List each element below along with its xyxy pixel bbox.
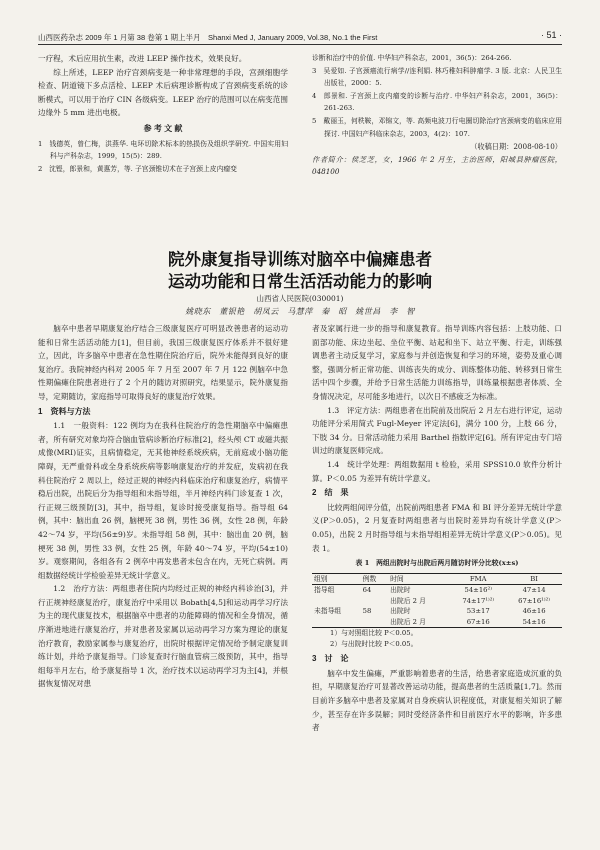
treatment-cont-paragraph: 者及家属行进一步的指导和康复教育。指导训练内容包括：上肢功能、口面部功能、床边坐起、坐位平衡、站起和坐下、站立平衡、行走，训练强调患者主动反复学习，家庭参与并创造恢复和学习的环境，姿势及重心调整，强调分析正常功能、训练丧失的成分、训练整体功能、转移到日常生活中四个步骤，并给予日常生活能力训练指导，训练量根据患者体质、全身情况决定，尽可能多地进行，以次日不感疲乏为标准。 xyxy=(312,324,562,401)
table-row xyxy=(312,606,562,617)
table-caption: 表 1 两组出院时与出院后两月随访时评分比较(x±s) xyxy=(355,559,519,568)
table-cell: 出院时 xyxy=(390,586,411,595)
table-row xyxy=(312,585,562,596)
table-header-cell: 例数 xyxy=(361,573,388,585)
table-cell: 64 xyxy=(362,586,372,595)
section-heading: 1 资料与方法 xyxy=(38,406,91,416)
table-header-cell: FMA xyxy=(450,573,506,585)
evaluation-paragraph: 1.3 评定方法：两组患者在出院前及出院后 2 月左右进行评定，运动功能评分采用简式 Fugl-Meyer 评定法[6]，满分 100 分，上肢 66 分，下肢 34 分。日常活动能力采用 Barthel 指数评定[6]。所有评定由专门培训过的康复医师完成。 xyxy=(312,405,562,456)
table-cell: 出院后 2 月 xyxy=(388,617,450,628)
table-cell: 74±17¹⁾²⁾ xyxy=(462,596,495,605)
article-title-line2: 运动功能和日常生活活动能力的影响 xyxy=(168,273,432,291)
table-note: 1）与对照组比较 P＜0.05。 xyxy=(330,629,418,638)
table-header-cell: 组别 xyxy=(312,573,361,585)
prev-article-right xyxy=(312,52,562,179)
reference-item: 1 钱德英，曾仁梅，洪燕华. 电环切除术标本的热损伤及组织学研究. 中国实用妇科与产科杂志，1999，15(5)：289. xyxy=(38,139,288,161)
body-left-column xyxy=(38,322,288,691)
received-date: （收稿日期：2008-08-10） xyxy=(470,142,562,152)
reference-item: 4 郎景和. 子宫颈上皮内瘤变的诊断与治疗. 中华妇产科杂志，2001，36(5)：261-263. xyxy=(312,91,562,113)
treatment-paragraph: 1.2 治疗方法：两组患者住院内均经过正规的神经内科诊治[3]，并行正规神经康复治疗，康复治疗中采用以 Bobath[4,5]和运动再学习疗法为主的现代康复技术，根据脑卒中患者的功能障碍的情况和全身情况，循序渐进地进行康复治疗，并对患者及家属以运动再学习方案为理论的康复治疗教育，教励家属参与康复治疗，出院时根据评定情况给予制定康复训练计划，并给予康复指导。门诊复查时行脑血管病三级预防，其中，指导组每半月左右，给予康复指导 1 次，治疗技术以运动再学习为主[4]，并根据恢复情况对患 xyxy=(38,584,288,689)
table-header-cell: BI xyxy=(506,573,562,585)
table-cell: 54±16²⁾ xyxy=(464,586,492,595)
statistics-paragraph: 1.4 统计学处理：两组数据用 t 检验，采用 SPSS10.0 软件分析计算。P＜0.05 为差异有统计学意义。 xyxy=(312,459,562,483)
prev-article-left xyxy=(38,52,288,175)
results-table xyxy=(312,573,562,629)
table-header-row xyxy=(312,573,562,585)
journal-header: 山西医药杂志 2009 年 1 月第 38 卷第 1 期上半月 Shanxi Med J, January 2009, Vol.38, No.1 the First xyxy=(38,33,378,42)
table-cell: 47±14 xyxy=(522,586,546,595)
table-cell: 46±16 xyxy=(522,607,546,616)
table-row xyxy=(312,617,562,628)
section-heading: 2 结 果 xyxy=(312,488,349,498)
article-title-line1: 院外康复指导训练对脑卒中偏瘫患者 xyxy=(168,251,432,269)
author-bio: 作者简介：侯芝芝，女，1966 年 2 月生，主治医师，阳城县肿瘤医院，048100 xyxy=(312,154,562,177)
running-header xyxy=(38,30,562,45)
table-header-cell: 时间 xyxy=(388,573,450,585)
affiliation: 山西省人民医院(030001) xyxy=(256,294,344,303)
table-cell: 出院后 2 月 xyxy=(390,596,426,605)
references-heading: 参 考 文 献 xyxy=(143,123,183,133)
table-cell: 67±16¹⁾²⁾ xyxy=(518,596,550,605)
prev-conclusion: 综上所述，LEEP 治疗宫颈病变是一种非常理想的手段，宫颈细胞学检查、阴道镜下多点活检、LEEP 术后病理诊断构成了宫颈病变系统的诊断模式，可以用于治疗 CIN 各级病变。LEEP 治疗的范围可以在病变范围边缘外 5 mm 进出电极。 xyxy=(38,67,288,118)
table-cell xyxy=(312,617,361,628)
reference-item: 诊断和治疗中的价值. 中华妇产科杂志，2001，36(5)：264-266. xyxy=(312,54,512,62)
body-right-column xyxy=(312,322,562,735)
table-note: 2）与出院时比较 P＜0.05。 xyxy=(330,639,418,648)
authors: 姚晓东 董银艳 胡凤云 马慧萍 秦 昭 姚世昌 李 智 xyxy=(185,307,415,316)
reference-item: 2 沈铿，郎景和，黄惠芳，等. 子宫颈锥切术在子宫颈上皮内瘤变 xyxy=(38,164,237,173)
results-paragraph: 比较两组间评分值，出院前两组患者 FMA 和 BI 评分差异无统计学意义(P＞0.05)，2 月复查时两组患者与出院时差异均有统计学意义(P＞0.05)，出院 2 月时指导组与未指导组相差异无统计学意义(P＞0.05)。见表 1。 xyxy=(312,502,562,553)
table-cell: 58 xyxy=(362,607,372,616)
table-cell: 未指导组 xyxy=(314,607,342,616)
table-cell: 指导组 xyxy=(314,586,335,595)
table-cell: 53±17 xyxy=(466,607,490,616)
prev-cont-text: 一疗程，术后应用抗生素，改进 LEEP 操作技术，效果良好。 xyxy=(38,54,247,63)
general-data-paragraph: 1.1 一般资料：122 例均为在我科住院治疗的急性期脑卒中偏瘫患者，所有研究对象均符合脑血管病诊断治疗标准[2]，经头颅 CT 或磁共振成像(MRI)证实，且病情稳定，无其他神经系统疾病，无前庭或小脑功能障碍，无严重骨科或全身系统疾病等影响康复治疗的并发症，发病初在我科住院治疗 2 周以上，经过正规的神经内科临床治疗和康复治疗，病情平稳后出院，出院后分为指导组和未指导组，半月神经内科门诊复查 1 次，行正规三级预防[3]，其中，指导组，复诊时接受康复指导。指导组 64 例，其中：脑出血 26 例，脑梗死 38 例，男性 36 例，女性 28 例，年龄 42～74 岁，平均(56±9)岁。未指导组 58 例，其中：脑出血 20 例，脑梗死 38 例，男性 33 例，女性 25 例，年龄 40～74 岁，平均(54±10)岁。观察期间，各组各有 2 例卒中再发患者未包含在内，无死亡病例。两组数据经统计学检验差异无统计学意义。 xyxy=(38,421,288,580)
table-cell xyxy=(361,617,388,628)
discussion-paragraph: 脑卒中发生偏瘫，严重影响着患者的生活，给患者家庭造成沉重的负担，早期康复治疗可显著改善运动功能，提高患者的生活质量[1,7]。然而目前许多脑卒中患者及家属对自身疾病认识程度低，对康复相关知识了解少，甚至存在许多误解；同时受经济条件和目前医疗水平的影响，许多患者 xyxy=(312,668,562,733)
table-cell: 出院时 xyxy=(390,607,411,616)
table-cell xyxy=(312,596,361,607)
section-heading: 3 讨 论 xyxy=(312,654,349,664)
table-cell: 54±16 xyxy=(506,617,562,628)
page-number: · 51 · xyxy=(540,30,562,40)
table-row xyxy=(312,596,562,607)
reference-item: 5 戴丽玉，何秩鞍，邓锦文，等. 高频电波刀行电圈切除治疗宫颈病变的临床应用探讨. 中国妇产科临床杂志，2003，4(2)：107. xyxy=(312,116,562,138)
table-cell xyxy=(361,596,388,607)
reference-item: 3 吴爱如. 子宫颈癌流行病学//连利娟. 林巧稚妇科肿瘤学. 3 版. 北京：人民卫生出版社，2000：5. xyxy=(312,66,562,88)
intro-paragraph: 脑卒中患者早期康复治疗结合三级康复医疗可明显改善患者的运动功能和日常生活活动能力[1]，但目前，我国三级康复医疗体系并不很好建立，因此，许多脑卒中患者在急性期住院治疗后，院外未能得到良好的康复治疗。我院神经内科对 2005 年 7 月至 2007 年 7 月 122 例脑卒中急性期偏瘫住院患者进行了 2 个月的随访对照研究，结果显示，院外康复指导，定期随访，家庭指导可取得良好的康复治疗效果。 xyxy=(38,324,288,401)
table-cell: 67±16 xyxy=(450,617,506,628)
